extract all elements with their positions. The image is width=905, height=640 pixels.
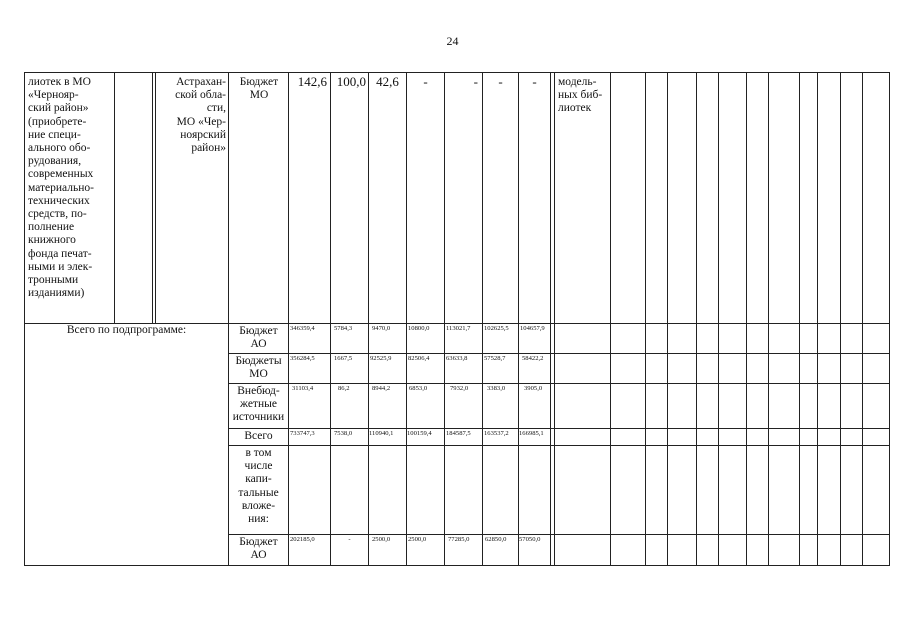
total-source-budgets-mo: Бюджеты МО — [235, 355, 282, 381]
capital-ao-value-2014: - — [348, 536, 351, 543]
capital-ao-value-total: 202185,0 — [290, 536, 315, 543]
total-all-value-2019: 166985,1 — [519, 430, 544, 437]
total-extra-value-2018: 3383,0 — [487, 385, 506, 392]
total-mo-value-2014: 1667,5 — [334, 355, 353, 362]
row1-value-2014: 100,0 — [336, 74, 366, 89]
total-source-all: Всего — [244, 430, 273, 442]
total-all-value-2016: 100159,4 — [407, 430, 432, 437]
total-ao-value-2018: 102625,5 — [484, 325, 509, 332]
indicator: модель- ных биб- лиотек — [558, 76, 603, 115]
total-mo-value-2015: 92525,9 — [370, 355, 392, 362]
total-ao-value-2016: 10800,0 — [408, 325, 430, 332]
total-ao-value-2015: 9470,0 — [372, 325, 391, 332]
capital-ao-value-2018: 62850,0 — [485, 536, 507, 543]
capital-ao-value-2015: 2500,0 — [372, 536, 391, 543]
total-ao-value-2017: 113021,7 — [446, 325, 471, 332]
total-extra-value-total: 31103,4 — [292, 385, 314, 392]
total-source-extrabudgetary: Внебюд- жетные источники — [232, 385, 285, 424]
total-source-capital-investments: в том числе капи- тальные вложе- ния: — [238, 447, 279, 526]
total-ao-value-total: 346359,4 — [290, 325, 315, 332]
total-ao-value-2019: 104657,9 — [520, 325, 545, 332]
row1-value-2016: - — [423, 74, 428, 89]
total-extra-value-2016: 6853,0 — [409, 385, 428, 392]
capital-ao-value-2019: 57050,0 — [519, 536, 541, 543]
event-description: лиотек в МО «Чернояр- ский район» (приобрете- ние специ- ального обо- рудования, современных материально- технических средств, по- полнение книжного фонда печат- ными и элек- тронными изданиями) — [28, 76, 94, 300]
total-all-value-2015: 110940,1 — [369, 430, 394, 437]
total-extra-value-2019: 3905,0 — [524, 385, 543, 392]
total-extra-value-2014: 86,2 — [338, 385, 350, 392]
total-extra-value-2015: 8944,2 — [372, 385, 391, 392]
capital-ao-value-2017: 77285,0 — [448, 536, 470, 543]
total-all-value-2014: 7538,0 — [334, 430, 353, 437]
total-all-value-2017: 184587,5 — [446, 430, 471, 437]
total-mo-value-2016: 82506,4 — [408, 355, 430, 362]
total-mo-value-2017: 63633,8 — [446, 355, 468, 362]
funding-source: Бюджет МО — [239, 76, 279, 102]
row1-value-2015: 42,6 — [376, 74, 399, 89]
total-mo-value-total: 356284,5 — [290, 355, 315, 362]
total-source-budget-ao: Бюджет АО — [239, 325, 278, 351]
executor: Астрахан- ской обла- сти, МО «Чер- ноярский район» — [175, 76, 226, 155]
total-mo-value-2019: 58422,2 — [522, 355, 544, 362]
row1-value-2018: - — [498, 74, 503, 89]
page-number: 24 — [446, 34, 459, 48]
capital-ao-value-2016: 2500,0 — [408, 536, 427, 543]
row1-value-2017: - — [473, 74, 478, 89]
total-source-capital-budget-ao: Бюджет АО — [239, 536, 278, 562]
row1-value-total: 142,6 — [297, 74, 327, 89]
total-all-value-total: 733747,3 — [290, 430, 315, 437]
total-extra-value-2017: 7932,0 — [450, 385, 469, 392]
total-mo-value-2018: 57528,7 — [484, 355, 506, 362]
subprogram-total-label: Всего по подпрограмме: — [66, 324, 187, 336]
total-ao-value-2014: 5784,3 — [334, 325, 353, 332]
total-all-value-2018: 163537,2 — [484, 430, 509, 437]
row1-value-2019: - — [532, 74, 537, 89]
